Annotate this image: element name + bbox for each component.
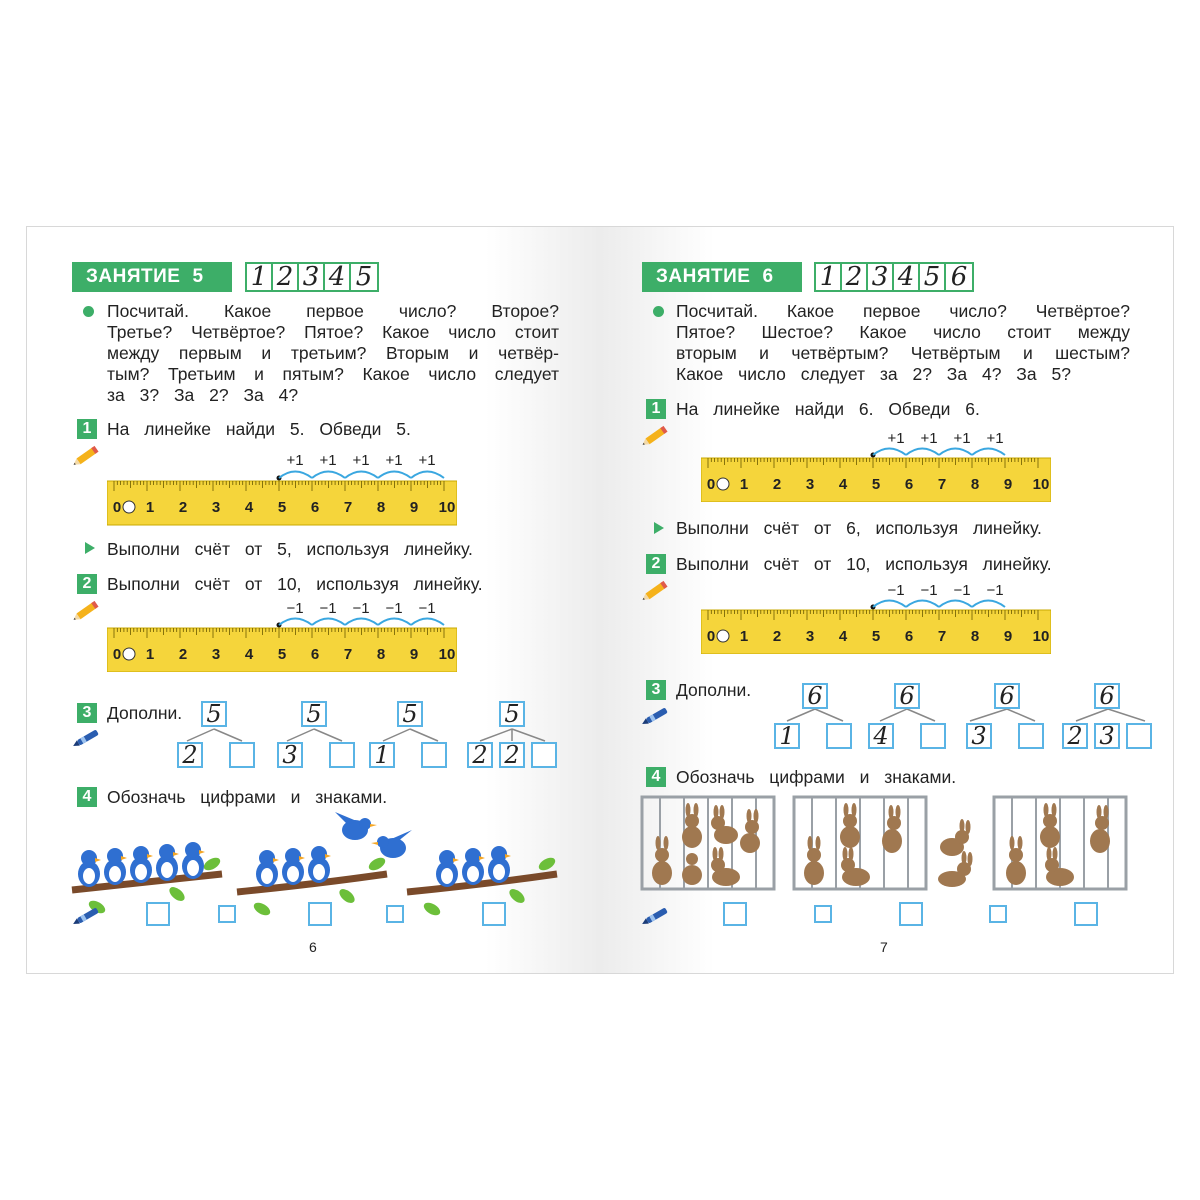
intro-line: Посчитай. Какое первое число? Четвёртое?	[676, 301, 1130, 321]
sign-box[interactable]	[814, 905, 832, 923]
number-ruler-1	[107, 455, 457, 539]
lesson-label: ЗАНЯТИЕ	[656, 266, 751, 287]
step-label: +1	[286, 455, 304, 469]
ruler-label: 10	[438, 499, 456, 516]
lesson-header	[72, 262, 232, 292]
ruler-label: 7	[937, 628, 947, 645]
step-label: +1	[385, 455, 403, 469]
sign-box[interactable]	[989, 905, 1007, 923]
ruler-label: 7	[343, 646, 353, 663]
ruler-label: 6	[310, 499, 320, 516]
ruler-label: 8	[970, 476, 980, 493]
ruler-label: 4	[244, 499, 254, 516]
page-number: 6	[309, 939, 317, 955]
arrow-bullet-icon	[654, 522, 664, 534]
ruler-label: 0	[112, 499, 122, 516]
page-left	[27, 227, 600, 973]
arc	[972, 449, 1005, 456]
tree-left-box[interactable]: 4	[868, 723, 894, 749]
tree-top-box: 5	[397, 701, 423, 727]
bird-icon	[156, 844, 179, 881]
page-number: 7	[880, 939, 888, 955]
ruler-hole-icon	[123, 648, 135, 660]
rabbit-icon	[740, 809, 760, 853]
ruler-label: 10	[1032, 476, 1050, 493]
arc	[906, 449, 939, 456]
arc	[906, 601, 939, 608]
task-number: 4	[77, 787, 97, 807]
ruler-body	[107, 628, 457, 672]
ruler-label: 8	[970, 628, 980, 645]
header-digit: 1	[247, 264, 273, 290]
bird-icon	[78, 850, 101, 887]
intro-line: вторым и четвёртым? Четвёртым и шестым?	[676, 343, 1130, 363]
count-arcs	[277, 602, 445, 628]
step-label: +1	[418, 455, 436, 469]
intro-line: между первым и третьим? Вторым и четвёр-	[107, 343, 559, 363]
tree-left-box[interactable]: 1	[369, 742, 395, 768]
tree-top-box: 5	[201, 701, 227, 727]
ruler-label: 2	[178, 646, 188, 663]
page-right	[600, 227, 1173, 973]
tree-right-box[interactable]	[826, 723, 852, 749]
step-label: −1	[319, 602, 337, 617]
pen-icon	[71, 905, 103, 927]
arc	[345, 619, 378, 626]
ruler-label: 7	[937, 476, 947, 493]
ruler-label: 6	[310, 646, 320, 663]
header-digit: 3	[299, 264, 325, 290]
task-number: 1	[646, 399, 666, 419]
ruler-label: 3	[805, 476, 815, 493]
rabbit-icon	[940, 819, 971, 856]
bird-icon	[308, 846, 331, 883]
arc	[378, 619, 411, 626]
tree-middle-box[interactable]: 2	[499, 742, 525, 768]
arc	[345, 472, 378, 479]
step-label: −1	[986, 584, 1004, 599]
ruler-label: 0	[112, 646, 122, 663]
rabbit-icon	[711, 847, 740, 886]
arc	[411, 472, 444, 479]
tree-middle-box[interactable]: 3	[1094, 723, 1120, 749]
task-number: 3	[646, 680, 666, 700]
ruler-label: 0	[706, 476, 716, 493]
tree-right-box[interactable]	[1018, 723, 1044, 749]
bullet-text: Выполни счёт от 5, используя линейку.	[107, 539, 473, 559]
task-text: На линейке найди 5. Обведи 5.	[107, 419, 411, 439]
tree-left-box[interactable]: 2	[1062, 723, 1088, 749]
pencil-icon	[71, 597, 103, 625]
intro-line: Пятое? Шестое? Какое число стоит между	[676, 322, 1130, 342]
header-digit-boxes	[814, 262, 974, 292]
number-ruler-1	[701, 432, 1051, 502]
tree-left-box[interactable]: 1	[774, 723, 800, 749]
rabbit-icon	[711, 805, 738, 844]
ruler-label: 9	[1003, 628, 1013, 645]
ruler-label: 5	[277, 646, 287, 663]
task-number: 2	[77, 574, 97, 594]
step-label: +1	[887, 432, 905, 447]
ruler-label: 6	[904, 628, 914, 645]
bullet-text: Выполни счёт от 6, используя линейку.	[676, 518, 1042, 538]
tree-top-box: 6	[994, 683, 1020, 709]
ruler-label: 3	[211, 499, 221, 516]
step-label: +1	[319, 455, 337, 469]
pencil-icon	[71, 442, 103, 470]
step-label: −1	[887, 584, 905, 599]
sign-box[interactable]	[218, 905, 236, 923]
number-ruler-2	[701, 584, 1051, 654]
pen-icon	[71, 727, 103, 749]
ruler-label: 1	[739, 476, 749, 493]
rabbit-icon	[652, 836, 672, 885]
rabbit-icon	[841, 847, 870, 886]
tree-top-box: 6	[1094, 683, 1120, 709]
arc	[873, 449, 906, 456]
count-arcs	[871, 432, 1006, 458]
arc	[972, 601, 1005, 608]
bird-icon	[104, 848, 127, 885]
ruler-label: 2	[772, 476, 782, 493]
ruler-label: 10	[1032, 628, 1050, 645]
task-number: 3	[77, 703, 97, 723]
bird-icon	[462, 848, 485, 885]
ruler-hole-icon	[717, 478, 729, 490]
answer-box[interactable]	[1074, 902, 1098, 926]
pen-icon	[640, 905, 672, 927]
ruler-body	[107, 481, 457, 525]
step-label: +1	[953, 432, 971, 447]
rabbit-icon	[804, 836, 824, 885]
intro-line: Какое число следует за 2? За 4? За 5?	[676, 364, 1071, 384]
ruler-label: 5	[871, 476, 881, 493]
bullet-dot-icon	[653, 306, 664, 317]
ruler-label: 4	[244, 646, 254, 663]
step-label: −1	[352, 602, 370, 617]
answer-box[interactable]	[482, 902, 506, 926]
flying-bird-icon	[371, 830, 412, 858]
answer-box[interactable]	[899, 902, 923, 926]
arc	[312, 619, 345, 626]
tree-right-box[interactable]	[421, 742, 447, 768]
task-text: Дополни.	[676, 680, 752, 700]
tree-left-box[interactable]: 3	[277, 742, 303, 768]
task-text: Обозначь цифрами и знаками.	[107, 787, 388, 807]
header-digit-boxes	[245, 262, 379, 292]
bird-icon	[282, 848, 305, 885]
ruler-label: 8	[376, 499, 386, 516]
task-text: Выполни счёт от 10, используя линейку.	[107, 574, 483, 594]
rabbits-illustration	[640, 795, 1140, 895]
step-label: −1	[286, 602, 304, 617]
count-arcs	[277, 455, 445, 481]
intro-line: Третье? Четвёртое? Пятое? Какое число стоит	[107, 322, 559, 342]
ruler-label: 1	[145, 646, 155, 663]
tree-left-box[interactable]: 3	[966, 723, 992, 749]
task-text: Выполни счёт от 10, используя линейку.	[676, 554, 1052, 574]
pencil-icon	[640, 422, 672, 450]
ruler-hole-icon	[717, 630, 729, 642]
task-text: Дополни.	[107, 703, 183, 723]
intro-line: за 3? За 2? За 4?	[107, 385, 299, 405]
arc	[939, 601, 972, 608]
rabbit-icon	[840, 803, 860, 848]
bird-icon	[436, 850, 459, 887]
header-digit: 4	[894, 264, 920, 290]
ruler-label: 9	[409, 499, 419, 516]
ruler-body	[701, 610, 1051, 654]
tree-left-box[interactable]: 2	[467, 742, 493, 768]
task-number: 2	[646, 554, 666, 574]
lesson-header	[642, 262, 802, 292]
lesson-label: ЗАНЯТИЕ	[86, 266, 181, 287]
ruler-label: 2	[178, 499, 188, 516]
task-number: 1	[77, 419, 97, 439]
rabbit-icon	[1040, 803, 1060, 848]
flying-bird-icon	[335, 812, 377, 840]
ruler-label: 1	[145, 499, 155, 516]
ruler-label: 8	[376, 646, 386, 663]
header-digit: 2	[273, 264, 299, 290]
bird-icon	[130, 846, 153, 883]
lesson-number: 5	[192, 266, 204, 287]
pen-icon	[640, 705, 672, 727]
workbook-spread	[26, 226, 1174, 974]
arc	[279, 472, 312, 479]
header-digit: 1	[816, 264, 842, 290]
step-label: +1	[352, 455, 370, 469]
rabbit-icon	[1006, 836, 1026, 885]
ruler-label: 9	[1003, 476, 1013, 493]
tree-right-box[interactable]	[1126, 723, 1152, 749]
tree-top-box: 5	[301, 701, 327, 727]
ruler-label: 10	[438, 646, 456, 663]
bullet-dot-icon	[83, 306, 94, 317]
tree-left-box[interactable]: 2	[177, 742, 203, 768]
bird-icon	[488, 846, 511, 883]
tree-right-box[interactable]	[531, 742, 557, 768]
ruler-label: 4	[838, 476, 848, 493]
task-text: Обозначь цифрами и знаками.	[676, 767, 957, 787]
task-number: 4	[646, 767, 666, 787]
step-label: −1	[418, 602, 436, 617]
ruler-label: 2	[772, 628, 782, 645]
tree-right-box[interactable]	[329, 742, 355, 768]
header-digit: 5	[355, 262, 373, 292]
arc	[279, 619, 312, 626]
tree-top-box: 5	[499, 701, 525, 727]
number-ruler-2	[107, 602, 457, 672]
tree-right-box[interactable]	[920, 723, 946, 749]
arc	[873, 601, 906, 608]
ruler-label: 1	[739, 628, 749, 645]
answer-box[interactable]	[146, 902, 170, 926]
header-digit: 2	[842, 264, 868, 290]
ruler-label: 6	[904, 476, 914, 493]
arrow-bullet-icon	[85, 542, 95, 554]
arc	[378, 472, 411, 479]
pencil-icon	[640, 577, 672, 605]
ruler-label: 7	[343, 499, 353, 516]
answer-box[interactable]	[308, 902, 332, 926]
sign-box[interactable]	[386, 905, 404, 923]
tree-top-box: 6	[894, 683, 920, 709]
step-label: +1	[920, 432, 938, 447]
arc	[939, 449, 972, 456]
ruler-label: 9	[409, 646, 419, 663]
header-digit: 5	[920, 264, 946, 290]
ruler-label: 3	[211, 646, 221, 663]
ruler-hole-icon	[123, 501, 135, 513]
header-digit: 3	[868, 264, 894, 290]
header-digit: 6	[950, 262, 968, 292]
step-label: −1	[920, 584, 938, 599]
ruler-label: 0	[706, 628, 716, 645]
step-label: −1	[953, 584, 971, 599]
lesson-number: 6	[762, 266, 774, 287]
step-label: +1	[986, 432, 1004, 447]
rabbit-icon	[938, 851, 973, 887]
ruler-label: 5	[871, 628, 881, 645]
bird-icon	[182, 842, 205, 879]
task-text: На линейке найди 6. Обведи 6.	[676, 399, 980, 419]
tree-top-box: 6	[802, 683, 828, 709]
count-arcs	[871, 584, 1006, 610]
header-digit: 4	[325, 264, 351, 290]
ruler-body	[701, 458, 1051, 502]
arc	[411, 619, 444, 626]
arc	[312, 472, 345, 479]
ruler-label: 3	[805, 628, 815, 645]
ruler-label: 4	[838, 628, 848, 645]
bird-icon	[256, 850, 279, 887]
intro-line: тым? Третьим и пятым? Какое число следует	[107, 364, 559, 384]
intro-line: Посчитай. Какое первое число? Второе?	[107, 301, 559, 321]
step-label: −1	[385, 602, 403, 617]
ruler-label: 5	[277, 499, 287, 516]
answer-box[interactable]	[723, 902, 747, 926]
tree-right-box[interactable]	[229, 742, 255, 768]
